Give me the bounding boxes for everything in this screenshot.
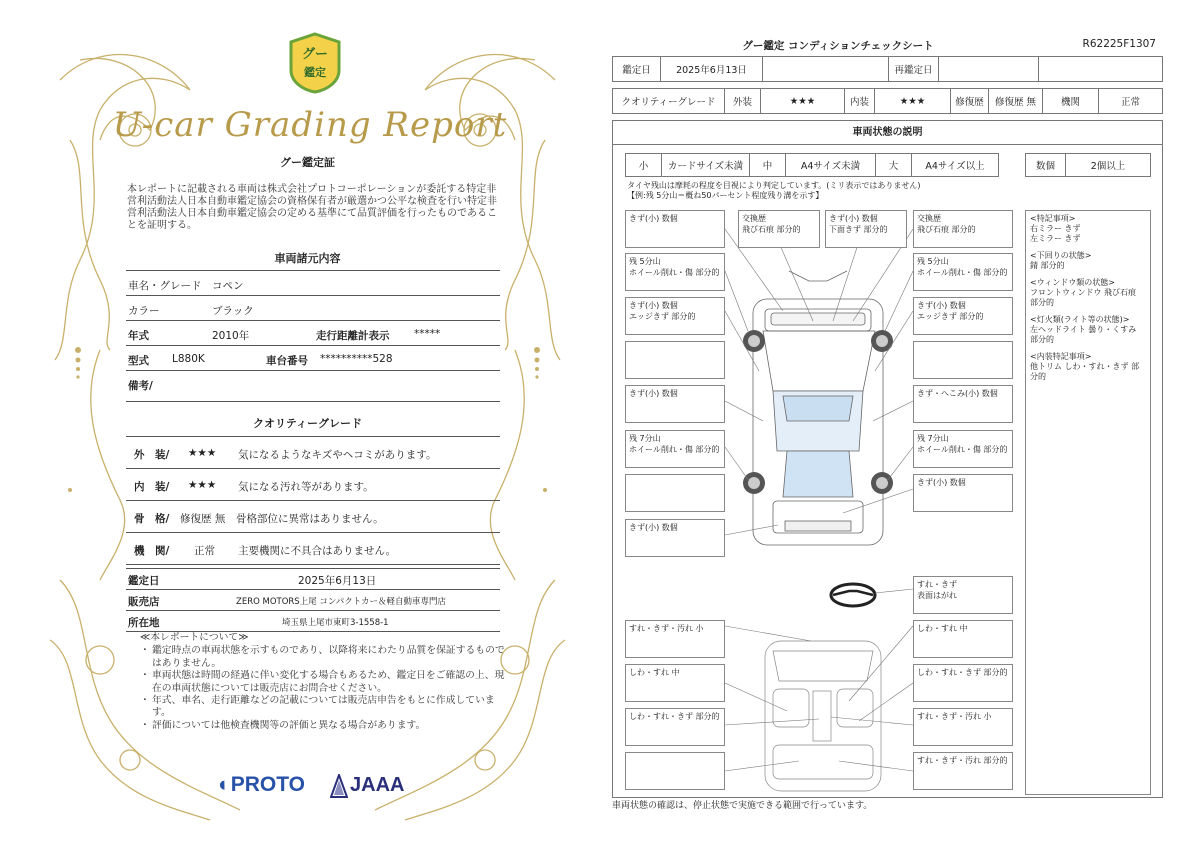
address-value: 埼玉県上尾市東町3-1558-1 <box>282 618 389 628</box>
address-label: 所在地 <box>128 617 160 629</box>
exterior-note-box <box>913 341 1013 379</box>
spec-row-model <box>126 346 500 371</box>
underbody-notes: <下回りの状態> 錆 部分的 <box>1030 251 1092 270</box>
note-item: ・ 鑑定時点の車両状態を示すものであり、以降将来にわたり品質を保証するものではありません。 <box>140 645 510 670</box>
exterior-note-box: 交換歴 飛び石痕 部分的 <box>913 210 1013 248</box>
grade-row <box>612 88 1163 114</box>
car-exterior-diagram <box>753 271 883 545</box>
note-item: ・ 車両状態は時間の経過に伴い変化する場合もあるため、鑑定日をご確認の上、現在の車両状態については販売店にお問合せください。 <box>140 670 510 695</box>
address-row <box>126 611 500 632</box>
condition-check-sheet <box>612 34 1164 811</box>
remarks-label: 備考/ <box>128 380 153 392</box>
exterior-note-box: 残 5分山 ホイール削れ・傷 部分的 <box>625 253 725 291</box>
certificate-heading: グー鑑定証 <box>280 156 335 169</box>
exterior-note-box: 交換歴 飛び石痕 部分的 <box>738 210 820 248</box>
jaaa-mark-icon <box>330 774 348 798</box>
interior-desc: 気になる汚れ等があります。 <box>238 481 374 493</box>
ext-value: ★★★ <box>761 89 845 113</box>
report-title: U-car Grading Report <box>112 105 508 145</box>
exterior-note-box: きず(小) 数個 <box>625 385 725 423</box>
interior-special-notes: <内装特記事項> 他トリム しわ・すれ・きず 部分的 <box>1030 352 1140 381</box>
sheet-id: R62225F1307 <box>1082 38 1156 50</box>
exterior-label: 外 装/ <box>134 449 170 461</box>
special-notes-panel <box>1025 210 1151 795</box>
reappraisal-blank <box>1039 57 1162 81</box>
size-medium-label: 中 <box>750 154 786 176</box>
goo-appraisal-badge <box>287 32 343 94</box>
dealer-label: 販売店 <box>128 596 160 608</box>
exterior-note-box: 残 7分山 ホイール削れ・傷 部分的 <box>625 430 725 468</box>
exterior-desc: 気になるようなキズやヘコミがあります。 <box>238 449 437 461</box>
steering-wheel-icon <box>831 584 913 606</box>
mileage-label: 走行距離計表示 <box>316 330 390 342</box>
date-row <box>612 56 1163 82</box>
jaaa-logo: JAAA <box>350 774 405 796</box>
exterior-note-box: 残 5分山 ホイール削れ・傷 部分的 <box>913 253 1013 291</box>
tire-note: タイヤ残山は摩耗の程度を目視により判定しています。(ミリ表示ではありません) <box>627 181 921 190</box>
mileage-value: ***** <box>414 328 441 340</box>
engine-value: 正常 <box>1120 97 1140 108</box>
size-small-desc: カードサイズ未満 <box>662 154 750 176</box>
exterior-note-box: きず(小) 数個 <box>913 474 1013 512</box>
size-large-label: 大 <box>876 154 912 176</box>
interior-note-box <box>625 752 725 790</box>
date-blank <box>763 57 889 81</box>
name-label: 車名・グレード <box>128 280 202 292</box>
report-notes <box>140 632 510 732</box>
svg-text:グー: グー <box>301 47 329 62</box>
engine-desc: 主要機関に不具合はありません。 <box>238 545 397 557</box>
chassis-value: **********528 <box>320 353 393 365</box>
interior-note-box: すれ・きず 表面はがれ <box>913 576 1013 614</box>
interior-note-box: しわ・すれ 中 <box>625 664 725 702</box>
dealer-value: ZERO MOTORS上尾 コンパクトカー＆軽自動車専門店 <box>236 597 447 607</box>
exterior-note-box: きず・へこみ(小) 数個 <box>913 385 1013 423</box>
quality-row-exterior <box>126 437 500 469</box>
spec-heading: 車両諸元内容 <box>274 252 341 265</box>
car-interior-diagram <box>765 641 881 791</box>
exterior-stars: ★★★ <box>188 447 217 459</box>
condition-detail-frame <box>612 120 1163 798</box>
interior-stars: ★★★ <box>188 479 217 491</box>
description-title: 車両状態の説明 <box>613 121 1162 145</box>
spec-row-remarks <box>126 371 500 402</box>
exterior-note-box: きず(小) 数個 エッジきず 部分的 <box>625 297 725 335</box>
exterior-note-box <box>625 341 725 379</box>
size-medium-desc: A4サイズ未満 <box>786 154 876 176</box>
dealer-row <box>126 590 500 611</box>
count-legend <box>1025 153 1151 177</box>
year-value: 2010年 <box>212 330 250 342</box>
appraisal-date-row <box>126 569 500 590</box>
reappraisal-label: 再鑑定日 <box>889 57 939 81</box>
count-label: 数個 <box>1026 154 1066 176</box>
quality-row-frame <box>126 501 500 533</box>
exterior-note-box: きず(小) 数個 <box>625 519 725 557</box>
notes-title: ≪本レポートについて≫ <box>140 632 249 643</box>
exterior-note-box: きず(小) 数個 下面きず 部分的 <box>825 210 907 248</box>
appraisal-date-value: 2025年6月13日 <box>298 575 377 587</box>
model-label: 型式 <box>128 355 149 367</box>
grading-certificate <box>40 20 575 830</box>
size-small-label: 小 <box>626 154 662 176</box>
exterior-note-box <box>625 474 725 512</box>
size-large-desc: A4サイズ以上 <box>925 161 985 172</box>
dealer-table <box>126 568 500 632</box>
spec-row-color <box>126 296 500 321</box>
interior-note-box: しわ・すれ・きず 部分的 <box>913 664 1013 702</box>
engine-label: 機関 <box>1043 89 1099 113</box>
proto-logo: ◐PROTO <box>218 773 305 796</box>
appraisal-date-label: 鑑定日 <box>128 575 160 587</box>
date-label: 鑑定日 <box>613 57 661 81</box>
interior-note-box: すれ・きず・汚れ 部分的 <box>913 752 1013 790</box>
interior-note-box: しわ・すれ 中 <box>913 620 1013 658</box>
exterior-note-box: 残 7分山 ホイール削れ・傷 部分的 <box>913 430 1013 468</box>
repair-value: 修復歴 無 <box>989 89 1043 113</box>
color-value: ブラック <box>212 305 254 317</box>
special-notes: <特記事項> 右ミラー きず 左ミラー きず <box>1030 214 1081 243</box>
sponsor-logos <box>218 772 428 800</box>
spec-row-name <box>126 271 500 296</box>
engine-value: 正常 <box>194 545 215 557</box>
note-item: ・ 年式、車名、走行距離などの記載については販売店申告をもとに作成しています。 <box>140 695 510 720</box>
date-value: 2025年6月13日 <box>661 57 763 81</box>
name-value: コペン <box>212 280 244 292</box>
quality-row-interior <box>126 469 500 501</box>
quality-table <box>126 436 500 565</box>
frame-value: 修復歴 無 <box>180 513 226 525</box>
tire-example: 【例:残 5分山＝概ね50パーセント程度残り溝を示す】 <box>627 191 824 200</box>
interior-note-box: しわ・すれ・きず 部分的 <box>625 708 725 746</box>
note-item: ・ 評価については他検査機関等の評価と異なる場合があります。 <box>140 720 510 732</box>
exterior-note-box: きず(小) 数個 エッジきず 部分的 <box>913 297 1013 335</box>
light-notes: <灯火類(ライト等の状態)> 左ヘッドライト 曇り・くすみ 部分的 <box>1030 315 1137 344</box>
year-label: 年式 <box>128 330 149 342</box>
interior-note-box: すれ・きず・汚れ 小 <box>913 708 1013 746</box>
svg-text:鑑定: 鑑定 <box>304 66 326 79</box>
repair-label: 修復歴 <box>951 89 989 113</box>
sheet-footnote: 車両状態の確認は、停止状態で実施できる範囲で行っています。 <box>612 801 873 811</box>
quality-row-engine <box>126 533 500 565</box>
spec-row-year <box>126 321 500 346</box>
grade-label: クオリティーグレード <box>613 89 725 113</box>
color-label: カラー <box>128 305 160 317</box>
engine-label: 機 関/ <box>134 545 170 557</box>
certificate-statement: 本レポートに記載される車両は株式会社プロトコーポレーションが委託する特定非営利活動法人日本自動車鑑定協会の資格保有者が厳選かつ公平な検査を行い特定非営利活動法人日本自動車鑑定協会の定める基準にて品質評価を行ったものであることを証明する。 <box>127 184 497 231</box>
count-value: 2個以上 <box>1090 161 1126 172</box>
int-value: ★★★ <box>875 89 951 113</box>
exterior-note-box: きず(小) 数個 <box>625 210 725 248</box>
frame-desc: 骨格部位に異常はありません。 <box>236 513 384 525</box>
proto-mark-icon: ◐ <box>218 773 231 796</box>
sheet-title: グー鑑定 コンディションチェックシート <box>742 40 934 52</box>
ext-label: 外装 <box>725 89 761 113</box>
window-notes: <ウィンドウ類の状態> フロントウィンドウ 飛び石痕 部分的 <box>1030 278 1137 307</box>
int-label: 内装 <box>845 89 875 113</box>
interior-note-box: すれ・きず・汚れ 小 <box>625 620 725 658</box>
chassis-label: 車台番号 <box>266 355 308 367</box>
reappraisal-value <box>939 57 1039 81</box>
interior-label: 内 装/ <box>134 481 170 493</box>
quality-heading: クオリティーグレード <box>253 417 362 430</box>
frame-label: 骨 格/ <box>134 513 170 525</box>
model-value: L880K <box>172 353 205 365</box>
spec-table <box>126 270 500 402</box>
